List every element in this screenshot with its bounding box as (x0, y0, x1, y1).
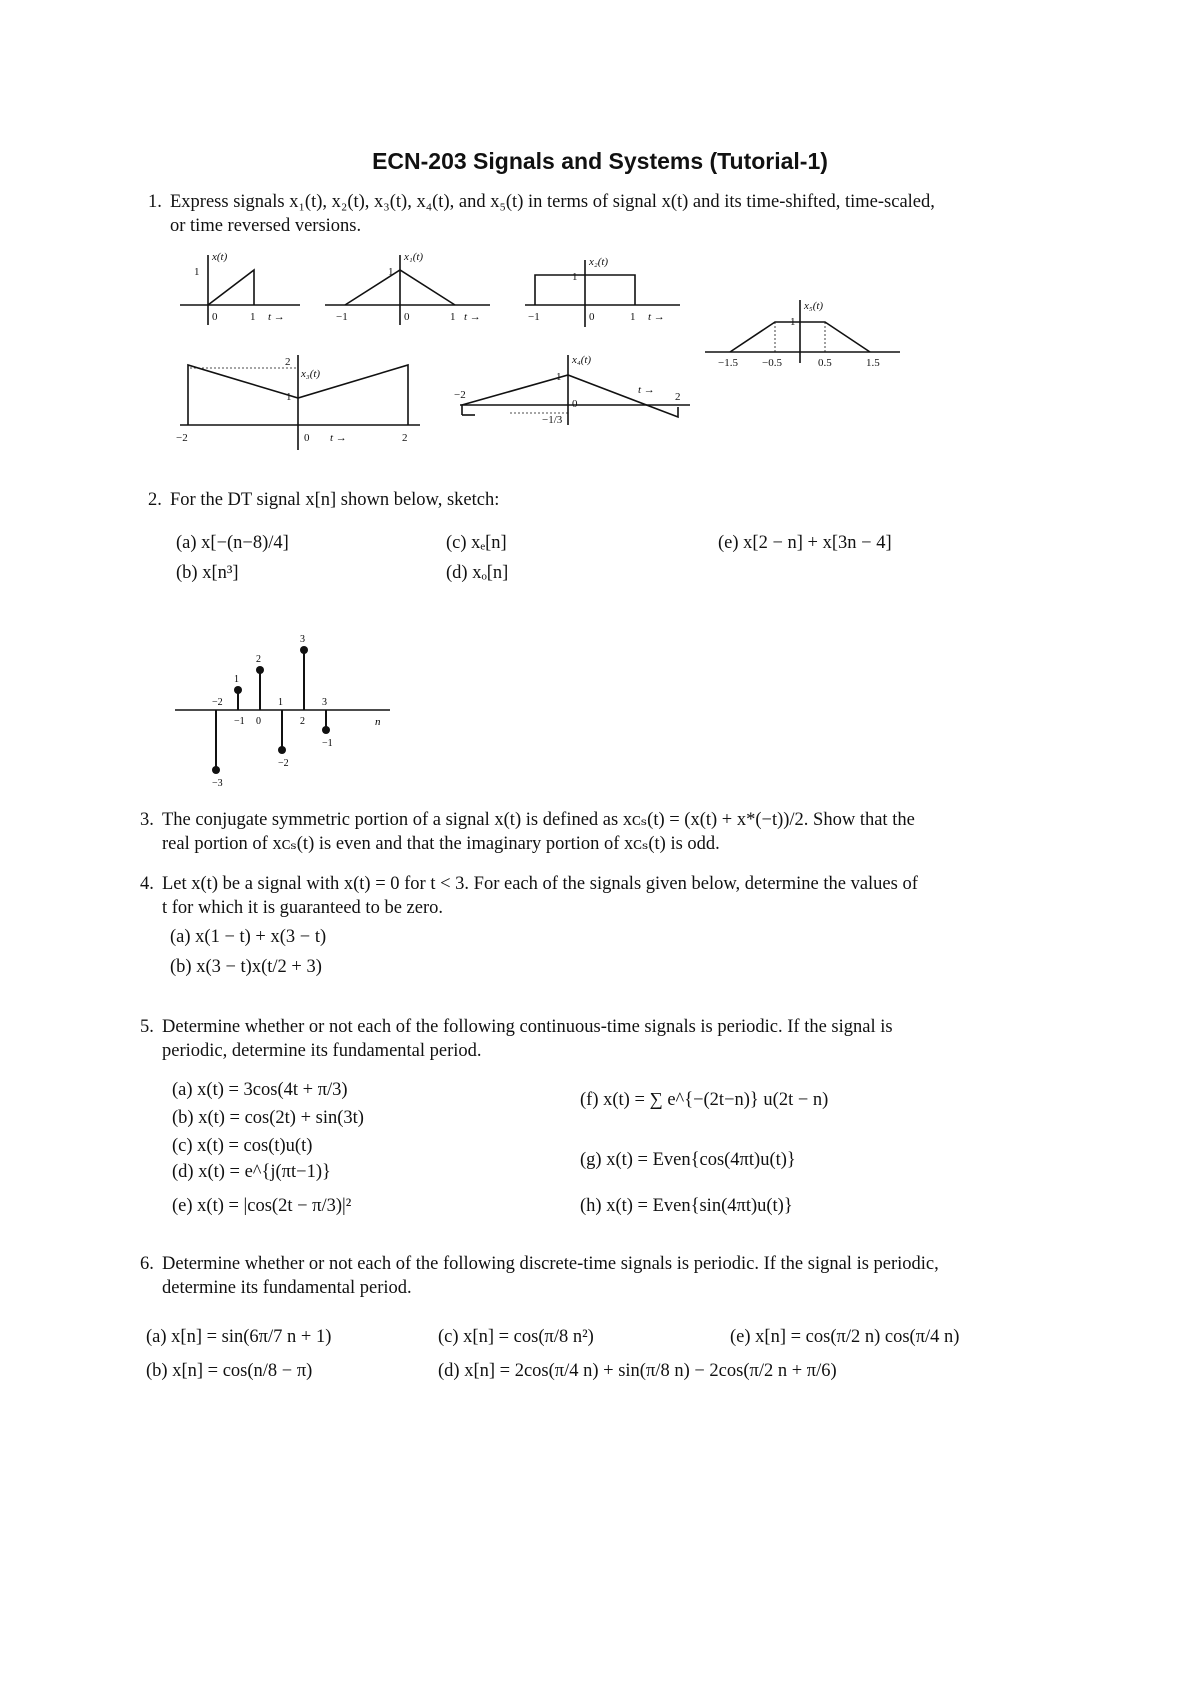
q6-part-b: (b) x[n] = cos(n/8 − π) (146, 1361, 313, 1381)
q5-part-c: (c) x(t) = cos(t)u(t) (172, 1136, 313, 1156)
tick-label: 0 (572, 398, 578, 410)
stem-value-label: 1 (234, 674, 239, 685)
stem-value-label: 2 (256, 654, 261, 665)
tick-label: 2 (285, 356, 291, 368)
tick-label: 1 (630, 311, 636, 323)
t-axis-label: t → (648, 311, 665, 323)
tick-label: 0 (404, 311, 410, 323)
question-3 (140, 808, 1150, 858)
stem-index-label: 0 (256, 716, 261, 727)
tick-label: 1 (556, 371, 562, 383)
tick-label: 1 (194, 266, 200, 278)
question-text-line1: The conjugate symmetric portion of a signal x(t) is defined as xᴄₛ(t) = (x(t) + x*(−t))/2. Show that the (162, 810, 915, 830)
question-4 (140, 872, 1150, 922)
tick-label: −0.5 (762, 357, 782, 369)
stem-dot (234, 686, 242, 694)
stem-dot (212, 766, 220, 774)
question-text-line1: Let x(t) be a signal with x(t) = 0 for t < 3. For each of the signals given below, determine the values of (162, 874, 918, 894)
question-text-line1: Determine whether or not each of the following continuous-time signals is periodic. If the signal is (162, 1017, 893, 1037)
question-number: 5. (140, 1017, 154, 1037)
question-text-line1: Express signals x₁(t), x₂(t), x₃(t), x₄(t), and x₅(t) in terms of signal x(t) and its time-shifted, time-scaled, (170, 192, 935, 212)
question-text-line1: Determine whether or not each of the following discrete-time signals is periodic. If the signal is periodic, (162, 1254, 939, 1274)
tick-label: −2 (176, 432, 188, 444)
page-title: ECN-203 Signals and Systems (Tutorial-1) (372, 148, 828, 174)
n-axis-label: n (375, 716, 381, 728)
tick-label: 0 (212, 311, 218, 323)
question-number: 3. (140, 810, 154, 830)
q2-part-e: (e) x[2 − n] + x[3n − 4] (718, 533, 892, 553)
x1-label: x₁(t) (404, 251, 424, 263)
q5-part-e: (e) x(t) = |cos(2t − π/3)|² (172, 1196, 352, 1216)
question-text-line2: real portion of xᴄₛ(t) is even and that the imaginary portion of xᴄₛ(t) is odd. (162, 834, 720, 854)
q2-part-b: (b) x[n³] (176, 563, 239, 583)
question-number: 1. (148, 192, 162, 212)
tick-label: 0.5 (818, 357, 832, 369)
q5-part-f: (f) x(t) = ∑ e^{−(2t−n)} u(2t − n) (580, 1090, 829, 1110)
question-text-line2: periodic, determine its fundamental period. (162, 1041, 482, 1061)
tick-label: 1 (790, 316, 796, 328)
q2-dt-signal-figure (170, 625, 400, 790)
x3-label: x₃(t) (301, 368, 321, 380)
tick-label: −2 (454, 389, 466, 401)
tick-label: −1/3 (542, 414, 563, 426)
tick-label: 1 (250, 311, 256, 323)
tick-label: 1 (286, 391, 292, 403)
question-number: 2. (148, 490, 162, 510)
t-axis-label: t → (638, 384, 655, 396)
q5-part-b: (b) x(t) = cos(2t) + sin(3t) (172, 1108, 364, 1128)
q2-part-a: (a) x[−(n−8)/4] (176, 533, 289, 553)
stem-index-label: −1 (234, 716, 245, 727)
tick-label: −1 (336, 311, 348, 323)
q1-signal-figure (170, 245, 930, 460)
stem-dot (256, 666, 264, 674)
stem-value-label: −1 (322, 738, 333, 749)
question-text-line2: or time reversed versions. (170, 216, 362, 236)
q6-part-e: (e) x[n] = cos(π/2 n) cos(π/4 n) (730, 1327, 960, 1347)
x4-label: x₄(t) (572, 354, 592, 366)
q2-part-c: (c) xₑ[n] (446, 533, 507, 553)
tick-label: 1 (572, 271, 578, 283)
q5-part-g: (g) x(t) = Even{cos(4πt)u(t)} (580, 1150, 796, 1170)
question-6 (140, 1252, 1150, 1302)
question-1 (148, 190, 1148, 240)
q4-part-a: (a) x(1 − t) + x(3 − t) (170, 927, 327, 947)
q4-part-b: (b) x(3 − t)x(t/2 + 3) (170, 957, 322, 977)
tick-label: 1.5 (866, 357, 880, 369)
tick-label: 0 (304, 432, 310, 444)
t-axis-label: t → (464, 311, 481, 323)
question-text: For the DT signal x[n] shown below, sketch: (170, 490, 500, 510)
q6-part-d: (d) x[n] = 2cos(π/4 n) + sin(π/8 n) − 2cos(π/2 n + π/6) (438, 1361, 837, 1381)
stem-value-label: 3 (300, 634, 305, 645)
tick-label: 0 (589, 311, 595, 323)
stem-index-label: 1 (278, 697, 283, 708)
q5-part-d: (d) x(t) = e^{j(πt−1)} (172, 1162, 331, 1182)
q2-part-d: (d) xₒ[n] (446, 563, 509, 583)
stem-dot (278, 746, 286, 754)
tick-label: 2 (402, 432, 408, 444)
stem-index-label: −2 (212, 697, 223, 708)
x2-label: x₂(t) (589, 256, 609, 268)
t-axis-label: t → (330, 432, 347, 444)
q5-part-h: (h) x(t) = Even{sin(4πt)u(t)} (580, 1196, 793, 1216)
question-text-line2: t for which it is guaranteed to be zero. (162, 898, 443, 918)
stem-value-label: −2 (278, 758, 289, 769)
q6-part-c: (c) x[n] = cos(π/8 n²) (438, 1327, 594, 1347)
tick-label: 1 (450, 311, 456, 323)
x5-label: x₅(t) (804, 300, 824, 312)
stem-value-label: −3 (212, 778, 223, 789)
tick-label: 1 (388, 266, 394, 278)
question-number: 4. (140, 874, 154, 894)
stem-dot (300, 646, 308, 654)
stem-index-label: 3 (322, 697, 327, 708)
question-text-line2: determine its fundamental period. (162, 1278, 412, 1298)
tick-label: 2 (675, 391, 681, 403)
t-axis-label: t → (268, 311, 285, 323)
stem-index-label: 2 (300, 716, 305, 727)
question-5 (140, 1015, 1150, 1065)
x-label: x(t) (212, 251, 228, 263)
question-2 (148, 488, 1148, 518)
q6-part-a: (a) x[n] = sin(6π/7 n + 1) (146, 1327, 332, 1347)
tick-label: −1.5 (718, 357, 738, 369)
question-number: 6. (140, 1254, 154, 1274)
stem-dot (322, 726, 330, 734)
tick-label: −1 (528, 311, 540, 323)
q5-part-a: (a) x(t) = 3cos(4t + π/3) (172, 1080, 348, 1100)
